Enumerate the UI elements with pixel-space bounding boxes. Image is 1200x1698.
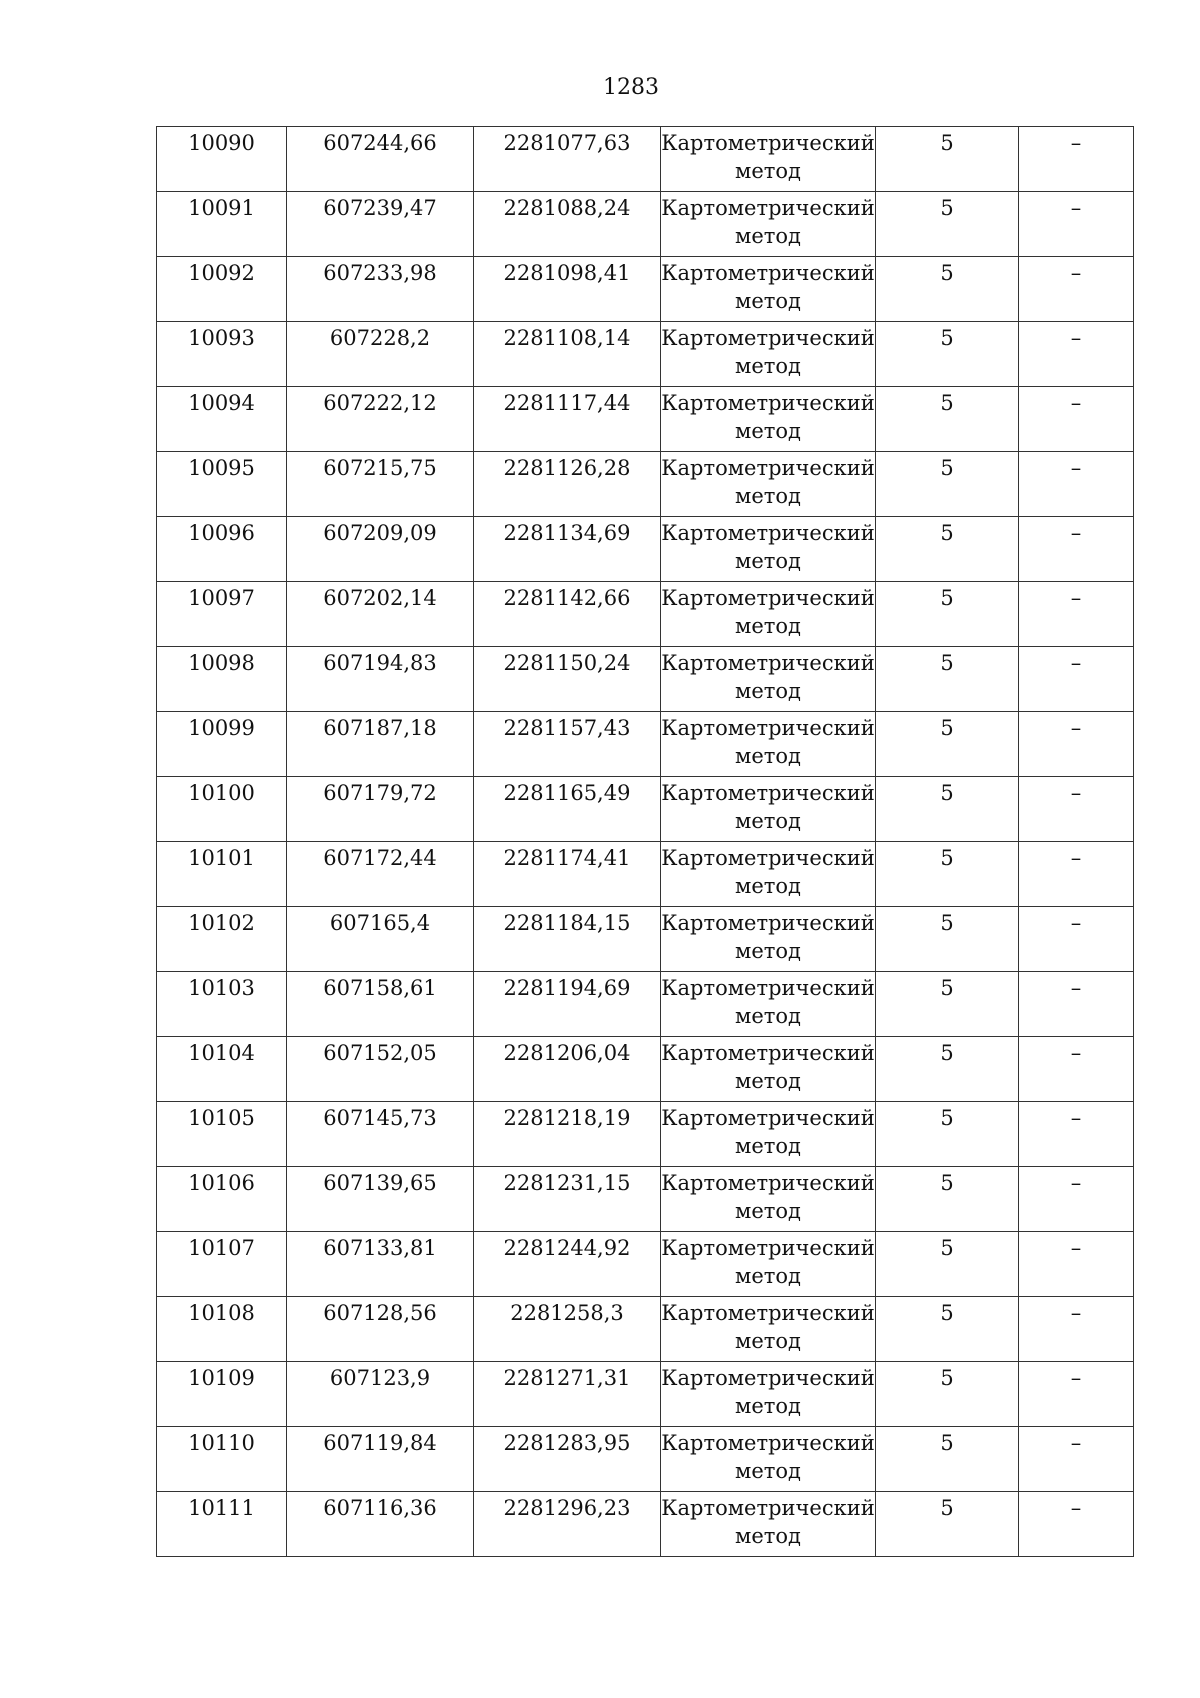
- y-coordinate-cell-text: 2281206,04: [503, 1041, 631, 1065]
- x-coordinate-cell: [287, 257, 474, 322]
- accuracy-cell: [876, 322, 1019, 387]
- point-number-cell: [157, 1232, 287, 1297]
- x-coordinate-cell-text: 607133,81: [323, 1236, 437, 1260]
- method-cell: [661, 777, 876, 842]
- point-number-cell-text: 10104: [188, 1041, 255, 1065]
- point-number-cell: [157, 322, 287, 387]
- method-cell: [661, 1492, 876, 1557]
- point-number-cell: [157, 1037, 287, 1102]
- note-cell: [1019, 1427, 1134, 1492]
- point-number-cell: [157, 712, 287, 777]
- point-number-cell-text: 10091: [188, 196, 255, 220]
- accuracy-cell: [876, 1232, 1019, 1297]
- note-cell: [1019, 1167, 1134, 1232]
- y-coordinate-cell: [474, 907, 661, 972]
- y-coordinate-cell: [474, 712, 661, 777]
- note-cell-text: –: [1070, 651, 1082, 675]
- table-row: [157, 257, 1134, 322]
- y-coordinate-cell-text: 2281231,15: [503, 1171, 631, 1195]
- accuracy-cell-text: 5: [940, 391, 954, 415]
- note-cell: [1019, 1297, 1134, 1362]
- table-row: [157, 1037, 1134, 1102]
- table-row: [157, 1297, 1134, 1362]
- accuracy-cell: [876, 972, 1019, 1037]
- point-number-cell-text: 10092: [188, 261, 255, 285]
- table-row: [157, 1492, 1134, 1557]
- accuracy-cell-text: 5: [940, 1431, 954, 1455]
- y-coordinate-cell-text: 2281244,92: [503, 1236, 631, 1260]
- y-coordinate-cell: [474, 257, 661, 322]
- point-number-cell: [157, 127, 287, 192]
- note-cell-text: –: [1070, 781, 1082, 805]
- y-coordinate-cell-text: 2281142,66: [503, 586, 631, 610]
- method-cell: [661, 1297, 876, 1362]
- y-coordinate-cell: [474, 1102, 661, 1167]
- method-cell: [661, 452, 876, 517]
- point-number-cell-text: 10093: [188, 326, 255, 350]
- method-cell: [661, 127, 876, 192]
- point-number-cell-text: 10099: [188, 716, 255, 740]
- note-cell: [1019, 452, 1134, 517]
- point-number-cell-text: 10108: [188, 1301, 255, 1325]
- point-number-cell: [157, 582, 287, 647]
- note-cell-text: –: [1070, 131, 1082, 155]
- table-row: [157, 1102, 1134, 1167]
- x-coordinate-cell: [287, 647, 474, 712]
- method-cell: [661, 972, 876, 1037]
- accuracy-cell: [876, 1492, 1019, 1557]
- y-coordinate-cell: [474, 582, 661, 647]
- table-row: [157, 127, 1134, 192]
- table-row: [157, 582, 1134, 647]
- x-coordinate-cell-text: 607228,2: [329, 326, 431, 350]
- method-cell-text: Картометрический метод: [661, 976, 875, 1028]
- x-coordinate-cell-text: 607139,65: [323, 1171, 437, 1195]
- x-coordinate-cell: [287, 777, 474, 842]
- point-number-cell: [157, 1362, 287, 1427]
- y-coordinate-cell: [474, 1167, 661, 1232]
- accuracy-cell-text: 5: [940, 1236, 954, 1260]
- method-cell-text: Картометрический метод: [661, 846, 875, 898]
- x-coordinate-cell-text: 607158,61: [323, 976, 437, 1000]
- accuracy-cell: [876, 647, 1019, 712]
- point-number-cell: [157, 972, 287, 1037]
- y-coordinate-cell-text: 2281098,41: [503, 261, 631, 285]
- y-coordinate-cell-text: 2281184,15: [503, 911, 631, 935]
- method-cell: [661, 1427, 876, 1492]
- table-row: [157, 907, 1134, 972]
- point-number-cell: [157, 777, 287, 842]
- method-cell-text: Картометрический метод: [661, 196, 875, 248]
- x-coordinate-cell: [287, 842, 474, 907]
- method-cell-text: Картометрический метод: [661, 1041, 875, 1093]
- x-coordinate-cell: [287, 1492, 474, 1557]
- note-cell: [1019, 1232, 1134, 1297]
- method-cell: [661, 192, 876, 257]
- x-coordinate-cell-text: 607165,4: [329, 911, 431, 935]
- note-cell-text: –: [1070, 391, 1082, 415]
- y-coordinate-cell: [474, 452, 661, 517]
- x-coordinate-cell: [287, 1102, 474, 1167]
- y-coordinate-cell: [474, 972, 661, 1037]
- y-coordinate-cell-text: 2281283,95: [503, 1431, 631, 1455]
- method-cell-text: Картометрический метод: [661, 1236, 875, 1288]
- x-coordinate-cell-text: 607152,05: [323, 1041, 437, 1065]
- y-coordinate-cell-text: 2281088,24: [503, 196, 631, 220]
- y-coordinate-cell: [474, 1037, 661, 1102]
- accuracy-cell: [876, 712, 1019, 777]
- x-coordinate-cell: [287, 1297, 474, 1362]
- point-number-cell-text: 10105: [188, 1106, 255, 1130]
- x-coordinate-cell: [287, 1427, 474, 1492]
- method-cell: [661, 1167, 876, 1232]
- point-number-cell-text: 10101: [188, 846, 255, 870]
- x-coordinate-cell: [287, 907, 474, 972]
- y-coordinate-cell-text: 2281117,44: [503, 391, 631, 415]
- y-coordinate-cell: [474, 127, 661, 192]
- x-coordinate-cell: [287, 582, 474, 647]
- point-number-cell-text: 10110: [188, 1431, 255, 1455]
- y-coordinate-cell: [474, 387, 661, 452]
- method-cell-text: Картометрический метод: [661, 1171, 875, 1223]
- accuracy-cell-text: 5: [940, 1171, 954, 1195]
- accuracy-cell-text: 5: [940, 911, 954, 935]
- y-coordinate-cell-text: 2281165,49: [503, 781, 631, 805]
- y-coordinate-cell: [474, 1297, 661, 1362]
- table-row: [157, 1232, 1134, 1297]
- accuracy-cell: [876, 1427, 1019, 1492]
- note-cell-text: –: [1070, 196, 1082, 220]
- x-coordinate-cell: [287, 387, 474, 452]
- point-number-cell-text: 10103: [188, 976, 255, 1000]
- x-coordinate-cell-text: 607215,75: [323, 456, 437, 480]
- x-coordinate-cell-text: 607119,84: [323, 1431, 437, 1455]
- note-cell-text: –: [1070, 1171, 1082, 1195]
- y-coordinate-cell-text: 2281126,28: [503, 456, 631, 480]
- y-coordinate-cell-text: 2281174,41: [503, 846, 631, 870]
- accuracy-cell-text: 5: [940, 261, 954, 285]
- x-coordinate-cell-text: 607209,09: [323, 521, 437, 545]
- x-coordinate-cell-text: 607202,14: [323, 586, 437, 610]
- accuracy-cell: [876, 907, 1019, 972]
- note-cell-text: –: [1070, 326, 1082, 350]
- note-cell: [1019, 517, 1134, 582]
- note-cell: [1019, 1492, 1134, 1557]
- x-coordinate-cell: [287, 452, 474, 517]
- x-coordinate-cell: [287, 192, 474, 257]
- x-coordinate-cell-text: 607172,44: [323, 846, 437, 870]
- note-cell: [1019, 712, 1134, 777]
- point-number-cell-text: 10102: [188, 911, 255, 935]
- method-cell-text: Картометрический метод: [661, 1431, 875, 1483]
- method-cell-text: Картометрический метод: [661, 781, 875, 833]
- y-coordinate-cell-text: 2281150,24: [503, 651, 631, 675]
- y-coordinate-cell-text: 2281134,69: [503, 521, 631, 545]
- accuracy-cell-text: 5: [940, 196, 954, 220]
- accuracy-cell: [876, 582, 1019, 647]
- method-cell-text: Картометрический метод: [661, 326, 875, 378]
- accuracy-cell: [876, 452, 1019, 517]
- table-row: [157, 647, 1134, 712]
- x-coordinate-cell-text: 607123,9: [329, 1366, 431, 1390]
- point-number-cell: [157, 842, 287, 907]
- coordinates-table: [156, 126, 1134, 1557]
- accuracy-cell: [876, 1297, 1019, 1362]
- note-cell: [1019, 972, 1134, 1037]
- accuracy-cell-text: 5: [940, 456, 954, 480]
- note-cell-text: –: [1070, 1106, 1082, 1130]
- accuracy-cell-text: 5: [940, 1301, 954, 1325]
- note-cell: [1019, 1037, 1134, 1102]
- table-row: [157, 322, 1134, 387]
- note-cell: [1019, 127, 1134, 192]
- point-number-cell-text: 10094: [188, 391, 255, 415]
- method-cell: [661, 582, 876, 647]
- y-coordinate-cell: [474, 322, 661, 387]
- note-cell-text: –: [1070, 456, 1082, 480]
- table-row: [157, 777, 1134, 842]
- y-coordinate-cell-text: 2281258,3: [510, 1301, 624, 1325]
- point-number-cell: [157, 1427, 287, 1492]
- x-coordinate-cell: [287, 127, 474, 192]
- accuracy-cell: [876, 1167, 1019, 1232]
- accuracy-cell-text: 5: [940, 326, 954, 350]
- note-cell: [1019, 907, 1134, 972]
- x-coordinate-cell-text: 607116,36: [323, 1496, 437, 1520]
- accuracy-cell-text: 5: [940, 1366, 954, 1390]
- point-number-cell-text: 10106: [188, 1171, 255, 1195]
- table-row: [157, 192, 1134, 257]
- y-coordinate-cell: [474, 517, 661, 582]
- y-coordinate-cell-text: 2281108,14: [503, 326, 631, 350]
- note-cell-text: –: [1070, 716, 1082, 740]
- y-coordinate-cell: [474, 1232, 661, 1297]
- point-number-cell: [157, 1297, 287, 1362]
- note-cell-text: –: [1070, 261, 1082, 285]
- coordinates-table-body: [157, 127, 1134, 1557]
- y-coordinate-cell-text: 2281218,19: [503, 1106, 631, 1130]
- table-row: [157, 1362, 1134, 1427]
- method-cell: [661, 257, 876, 322]
- accuracy-cell-text: 5: [940, 586, 954, 610]
- method-cell: [661, 1362, 876, 1427]
- y-coordinate-cell: [474, 777, 661, 842]
- note-cell: [1019, 1362, 1134, 1427]
- x-coordinate-cell-text: 607233,98: [323, 261, 437, 285]
- point-number-cell-text: 10096: [188, 521, 255, 545]
- note-cell-text: –: [1070, 586, 1082, 610]
- table-row: [157, 1427, 1134, 1492]
- y-coordinate-cell-text: 2281157,43: [503, 716, 631, 740]
- table-row: [157, 517, 1134, 582]
- note-cell: [1019, 777, 1134, 842]
- note-cell-text: –: [1070, 911, 1082, 935]
- y-coordinate-cell-text: 2281077,63: [503, 131, 631, 155]
- note-cell-text: –: [1070, 1366, 1082, 1390]
- note-cell-text: –: [1070, 1301, 1082, 1325]
- table-row: [157, 452, 1134, 517]
- y-coordinate-cell-text: 2281296,23: [503, 1496, 631, 1520]
- accuracy-cell: [876, 1362, 1019, 1427]
- method-cell-text: Картометрический метод: [661, 586, 875, 638]
- y-coordinate-cell: [474, 1492, 661, 1557]
- method-cell-text: Картометрический метод: [661, 1496, 875, 1548]
- x-coordinate-cell-text: 607187,18: [323, 716, 437, 740]
- note-cell-text: –: [1070, 1496, 1082, 1520]
- accuracy-cell-text: 5: [940, 716, 954, 740]
- x-coordinate-cell-text: 607194,83: [323, 651, 437, 675]
- method-cell-text: Картометрический метод: [661, 1366, 875, 1418]
- note-cell: [1019, 387, 1134, 452]
- table-row: [157, 712, 1134, 777]
- x-coordinate-cell-text: 607179,72: [323, 781, 437, 805]
- accuracy-cell-text: 5: [940, 1496, 954, 1520]
- accuracy-cell: [876, 127, 1019, 192]
- method-cell: [661, 387, 876, 452]
- note-cell-text: –: [1070, 1041, 1082, 1065]
- x-coordinate-cell: [287, 1037, 474, 1102]
- method-cell: [661, 1102, 876, 1167]
- accuracy-cell: [876, 1102, 1019, 1167]
- note-cell-text: –: [1070, 1236, 1082, 1260]
- x-coordinate-cell: [287, 1362, 474, 1427]
- page-number: 1283: [603, 75, 659, 100]
- table-row: [157, 1167, 1134, 1232]
- x-coordinate-cell-text: 607222,12: [323, 391, 437, 415]
- point-number-cell-text: 10090: [188, 131, 255, 155]
- method-cell-text: Картометрический метод: [661, 911, 875, 963]
- note-cell-text: –: [1070, 1431, 1082, 1455]
- y-coordinate-cell: [474, 192, 661, 257]
- x-coordinate-cell-text: 607145,73: [323, 1106, 437, 1130]
- point-number-cell: [157, 647, 287, 712]
- table-row: [157, 387, 1134, 452]
- x-coordinate-cell-text: 607244,66: [323, 131, 437, 155]
- note-cell: [1019, 842, 1134, 907]
- x-coordinate-cell-text: 607239,47: [323, 196, 437, 220]
- note-cell: [1019, 257, 1134, 322]
- note-cell: [1019, 192, 1134, 257]
- accuracy-cell: [876, 257, 1019, 322]
- point-number-cell: [157, 452, 287, 517]
- point-number-cell-text: 10109: [188, 1366, 255, 1390]
- point-number-cell-text: 10095: [188, 456, 255, 480]
- note-cell-text: –: [1070, 521, 1082, 545]
- method-cell: [661, 517, 876, 582]
- accuracy-cell-text: 5: [940, 521, 954, 545]
- point-number-cell-text: 10107: [188, 1236, 255, 1260]
- point-number-cell-text: 10098: [188, 651, 255, 675]
- y-coordinate-cell: [474, 842, 661, 907]
- method-cell-text: Картометрический метод: [661, 651, 875, 703]
- table-row: [157, 972, 1134, 1037]
- method-cell-text: Картометрический метод: [661, 716, 875, 768]
- note-cell: [1019, 322, 1134, 387]
- point-number-cell: [157, 517, 287, 582]
- method-cell: [661, 842, 876, 907]
- method-cell-text: Картометрический метод: [661, 391, 875, 443]
- point-number-cell: [157, 1492, 287, 1557]
- y-coordinate-cell: [474, 1427, 661, 1492]
- point-number-cell: [157, 192, 287, 257]
- note-cell-text: –: [1070, 976, 1082, 1000]
- note-cell: [1019, 1102, 1134, 1167]
- accuracy-cell-text: 5: [940, 846, 954, 870]
- accuracy-cell: [876, 842, 1019, 907]
- method-cell: [661, 1232, 876, 1297]
- method-cell-text: Картометрический метод: [661, 261, 875, 313]
- method-cell: [661, 907, 876, 972]
- x-coordinate-cell: [287, 972, 474, 1037]
- point-number-cell: [157, 1102, 287, 1167]
- accuracy-cell: [876, 387, 1019, 452]
- x-coordinate-cell-text: 607128,56: [323, 1301, 437, 1325]
- point-number-cell-text: 10100: [188, 781, 255, 805]
- point-number-cell-text: 10111: [188, 1496, 255, 1520]
- x-coordinate-cell: [287, 322, 474, 387]
- method-cell: [661, 647, 876, 712]
- method-cell: [661, 712, 876, 777]
- point-number-cell: [157, 1167, 287, 1232]
- accuracy-cell: [876, 777, 1019, 842]
- method-cell-text: Картометрический метод: [661, 131, 875, 183]
- accuracy-cell-text: 5: [940, 1041, 954, 1065]
- accuracy-cell-text: 5: [940, 651, 954, 675]
- accuracy-cell: [876, 517, 1019, 582]
- note-cell-text: –: [1070, 846, 1082, 870]
- y-coordinate-cell-text: 2281194,69: [503, 976, 631, 1000]
- method-cell: [661, 1037, 876, 1102]
- point-number-cell: [157, 907, 287, 972]
- accuracy-cell-text: 5: [940, 976, 954, 1000]
- y-coordinate-cell: [474, 647, 661, 712]
- y-coordinate-cell-text: 2281271,31: [503, 1366, 631, 1390]
- method-cell-text: Картометрический метод: [661, 521, 875, 573]
- point-number-cell: [157, 387, 287, 452]
- x-coordinate-cell: [287, 712, 474, 777]
- note-cell: [1019, 647, 1134, 712]
- method-cell-text: Картометрический метод: [661, 1106, 875, 1158]
- table-row: [157, 842, 1134, 907]
- point-number-cell: [157, 257, 287, 322]
- method-cell: [661, 322, 876, 387]
- x-coordinate-cell: [287, 517, 474, 582]
- method-cell-text: Картометрический метод: [661, 1301, 875, 1353]
- accuracy-cell-text: 5: [940, 131, 954, 155]
- accuracy-cell: [876, 1037, 1019, 1102]
- x-coordinate-cell: [287, 1167, 474, 1232]
- note-cell: [1019, 582, 1134, 647]
- y-coordinate-cell: [474, 1362, 661, 1427]
- accuracy-cell-text: 5: [940, 781, 954, 805]
- method-cell-text: Картометрический метод: [661, 456, 875, 508]
- accuracy-cell-text: 5: [940, 1106, 954, 1130]
- point-number-cell-text: 10097: [188, 586, 255, 610]
- accuracy-cell: [876, 192, 1019, 257]
- x-coordinate-cell: [287, 1232, 474, 1297]
